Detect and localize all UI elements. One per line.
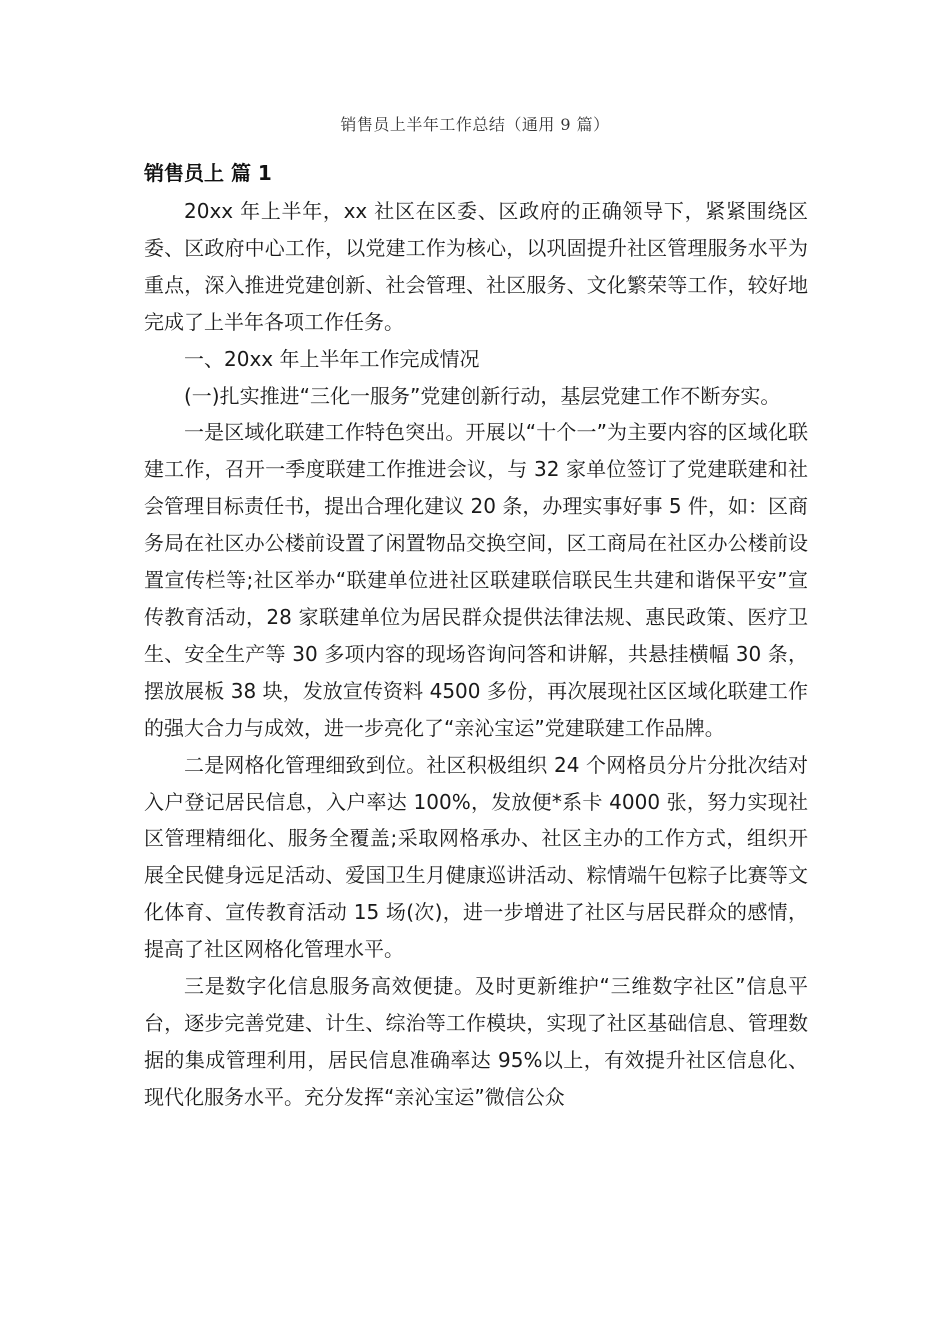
paragraph-subheading-1: (一)扎实推进“三化一服务”党建创新行动，基层党建工作不断夯实。 xyxy=(184,383,781,408)
section-heading: 销售员上 篇 1 xyxy=(144,161,272,185)
paragraph-intro: 20xx 年上半年，xx 社区在区委、区政府的正确领导下，紧紧围绕区委、区政府中心工作，以党建工作为核心，以巩固提升社区管理服务水平为重点，深入推进党建创新、社会管理、社区服务、文化繁荣等工作，较好地完成了上半年各项工作任务。 xyxy=(144,199,808,334)
paragraph-item-1: 一是区域化联建工作特色突出。开展以“十个一”为主要内容的区域化联建工作，召开一季度联建工作推进会议，与 32 家单位签订了党建联建和社会管理目标责任书，提出合理化建议 20 条，办理实事好事 5 件，如：区商务局在社区办公楼前设置了闲置物品交换空间，区工商局在社区办公楼前设置宣传栏等;社区举办“联建单位进社区联建联信联民生共建和谐保平安”宣传教育活动，28 家联建单位为居民群众提供法律法规、惠民政策、医疗卫生、安全生产等 30 多项内容的现场咨询问答和讲解，共悬挂横幅 30 条，摆放展板 38 块，发放宣传资料 4500 多份，再次展现社区区域化联建工作的强大合力与成效，进一步亮化了“亲沁宝运”党建联建工作品牌。 xyxy=(144,420,808,740)
paragraph-heading-1: 一、20xx 年上半年工作完成情况 xyxy=(184,346,480,371)
paragraph-item-2: 二是网格化管理细致到位。社区积极组织 24 个网格员分片分批次结对入户登记居民信息，入户率达 100%，发放便*系卡 4000 张，努力实现社区管理精细化、服务全覆盖;采取网格承办、社区主办的工作方式，组织开展全民健身远足活动、爱国卫生月健康巡讲活动、粽情端午包粽子比赛等文化体育、宣传教育活动 15 场(次)，进一步增进了社区与居民群众的感情，提高了社区网格化管理水平。 xyxy=(144,752,808,962)
paragraph-item-3: 三是数字化信息服务高效便捷。及时更新维护“三维数字社区”信息平台，逐步完善党建、计生、综治等工作模块，实现了社区基础信息、管理数据的集成管理利用，居民信息准确率达 95%以上，有效提升社区信息化、现代化服务水平。充分发挥“亲沁宝运”微信公众 xyxy=(144,974,808,1109)
document-body xyxy=(144,193,808,1116)
document-title: 销售员上半年工作总结（通用 9 篇） xyxy=(340,115,610,134)
